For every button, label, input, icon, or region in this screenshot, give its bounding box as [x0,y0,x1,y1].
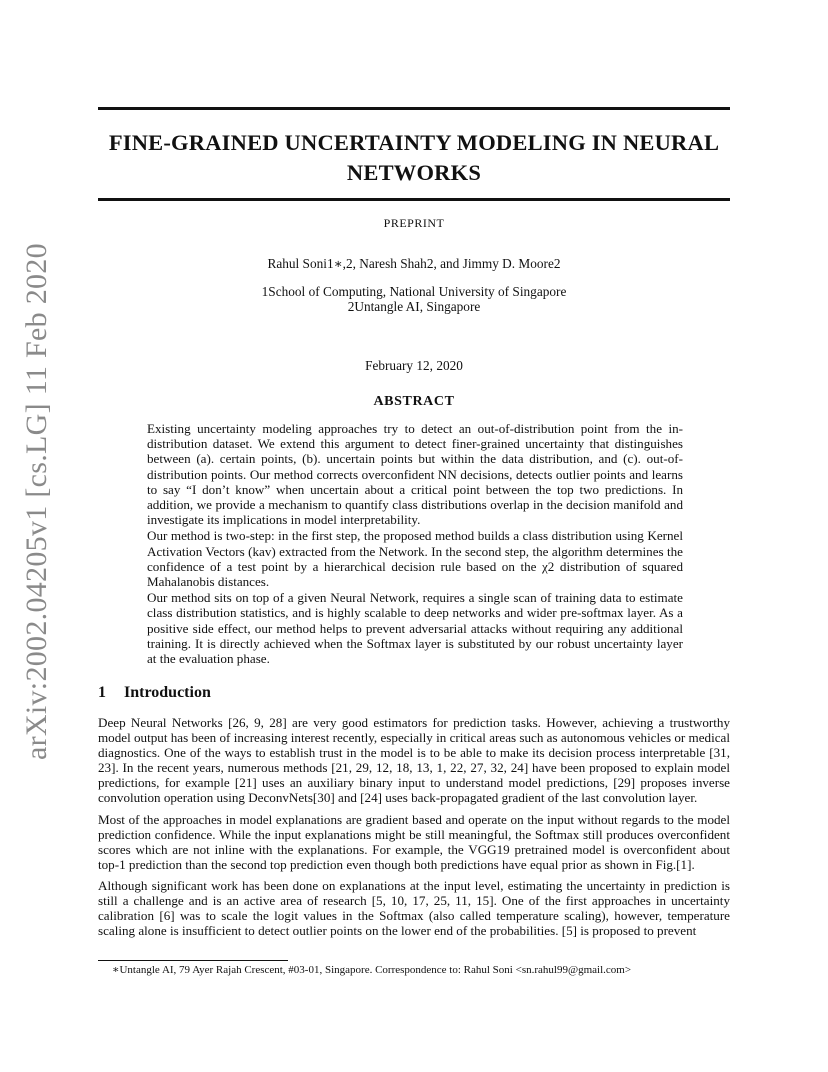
footnote: ∗Untangle AI, 79 Ayer Rajah Crescent, #03-01, Singapore. Correspondence to: Rahul Soni <sn.rahul99@gmail.com> [112,964,632,976]
title-line-2: NETWORKS [346,160,482,185]
affiliation-1: 1School of Computing, National University of Singapore [261,284,567,299]
title-line-1: FINE-GRAINED UNCERTAINTY MODELING IN NEURAL [108,130,720,155]
body-paragraph: Deep Neural Networks [26, 9, 28] are very good estimators for prediction tasks. However, achieving a trustworthy model output has been of increasing interest recently, especially in critical areas such as autonomous vehicles or medical diagnostics. One of the ways to establish trust in the model is to be able to make its decision process interpretable [31, 23]. In the recent years, numerous methods [21, 29, 12, 18, 13, 1, 22, 27, 32, 24] have been proposed to explain model predictions, for example [21] uses an auxiliary binary input to understand model predictions, [29] proposes inverse convolution operation using DeconvNets[30] and [24] uses back-propagated gradient of the last convolution layer. [98,715,730,806]
abstract-paragraph: Our method sits on top of a given Neural Network, requires a single scan of training data to estimate class distribution statistics, and is highly scalable to deep networks and wider pre-softmax layer. As a positive side effect, our method helps to prevent adversarial attacks without requiring any additional training. It is directly achieved when the Softmax layer is substituted by our robust uncertainty layer at the evaluation phase. [147,590,683,667]
arxiv-identifier: arXiv:2002.04205v1 [cs.LG] 11 Feb 2020 [20,243,53,760]
abstract-heading: ABSTRACT [373,394,455,409]
title-bottom-rule [98,198,730,201]
body-paragraph: Most of the approaches in model explanations are gradient based and operate on the input without regards to the model prediction confidence. While the input explanations might be still meaningful, the Softmax still produces overconfident scores which are not inline with the explanations. For example, the VGG19 pretrained model is overconfident about top-1 prediction than the second top prediction even though both predictions have equal prior as shown in Fig.[1]. [98,811,730,872]
abstract-paragraph: Existing uncertainty modeling approaches try to detect an out-of-distribution point from the in-distribution dataset. We extend this argument to detect finer-grained uncertainty that distinguishes between (a). certain points, (b). uncertain points but within the data distribution, and (c). out-of-distribution points. Our method corrects overconfident NN decisions, detects outlier points and learns to say “I don’t know” when uncertain about a critical point between the top two predictions. In addition, we provide a mechanism to quantify class distributions overlap in the decision manifold and investigate its implications in model interpretability. [147,421,683,528]
section-heading [98,684,211,702]
paper-date: February 12, 2020 [365,358,463,373]
section-number: 1 [98,684,106,701]
affiliation-2: 2Untangle AI, Singapore [347,299,481,314]
introduction-body [98,715,730,944]
abstract-body [147,421,683,666]
preprint-label: PREPRINT [383,216,445,230]
paper-title [98,128,730,188]
abstract-paragraph: Our method is two-step: in the first step, the proposed method builds a class distribution using Kernel Activation Vectors (kav) extracted from the Network. In the second step, the algorithm determines the confidence of a test point by a hierarchical decision rule based on the χ2 distribution of squared Mahalanobis distances. [147,528,683,590]
body-paragraph: Although significant work has been done on explanations at the input level, estimating the uncertainty in prediction is still a challenge and is an active area of research [5, 10, 17, 25, 11, 15]. One of the first approaches in uncertainty calibration [6] was to scale the logit values in the Softmax (also called temperature scaling), however, temperature scaling alone is insufficient to detect outlier points on the lower end of the probabilities. [5] is proposed to prevent [98,877,730,939]
section-title: Introduction [124,684,211,701]
footnote-rule [98,960,288,961]
author-list: Rahul Soni1∗,2, Naresh Shah2, and Jimmy D. Moore2 [267,256,561,271]
top-rule [98,107,730,110]
